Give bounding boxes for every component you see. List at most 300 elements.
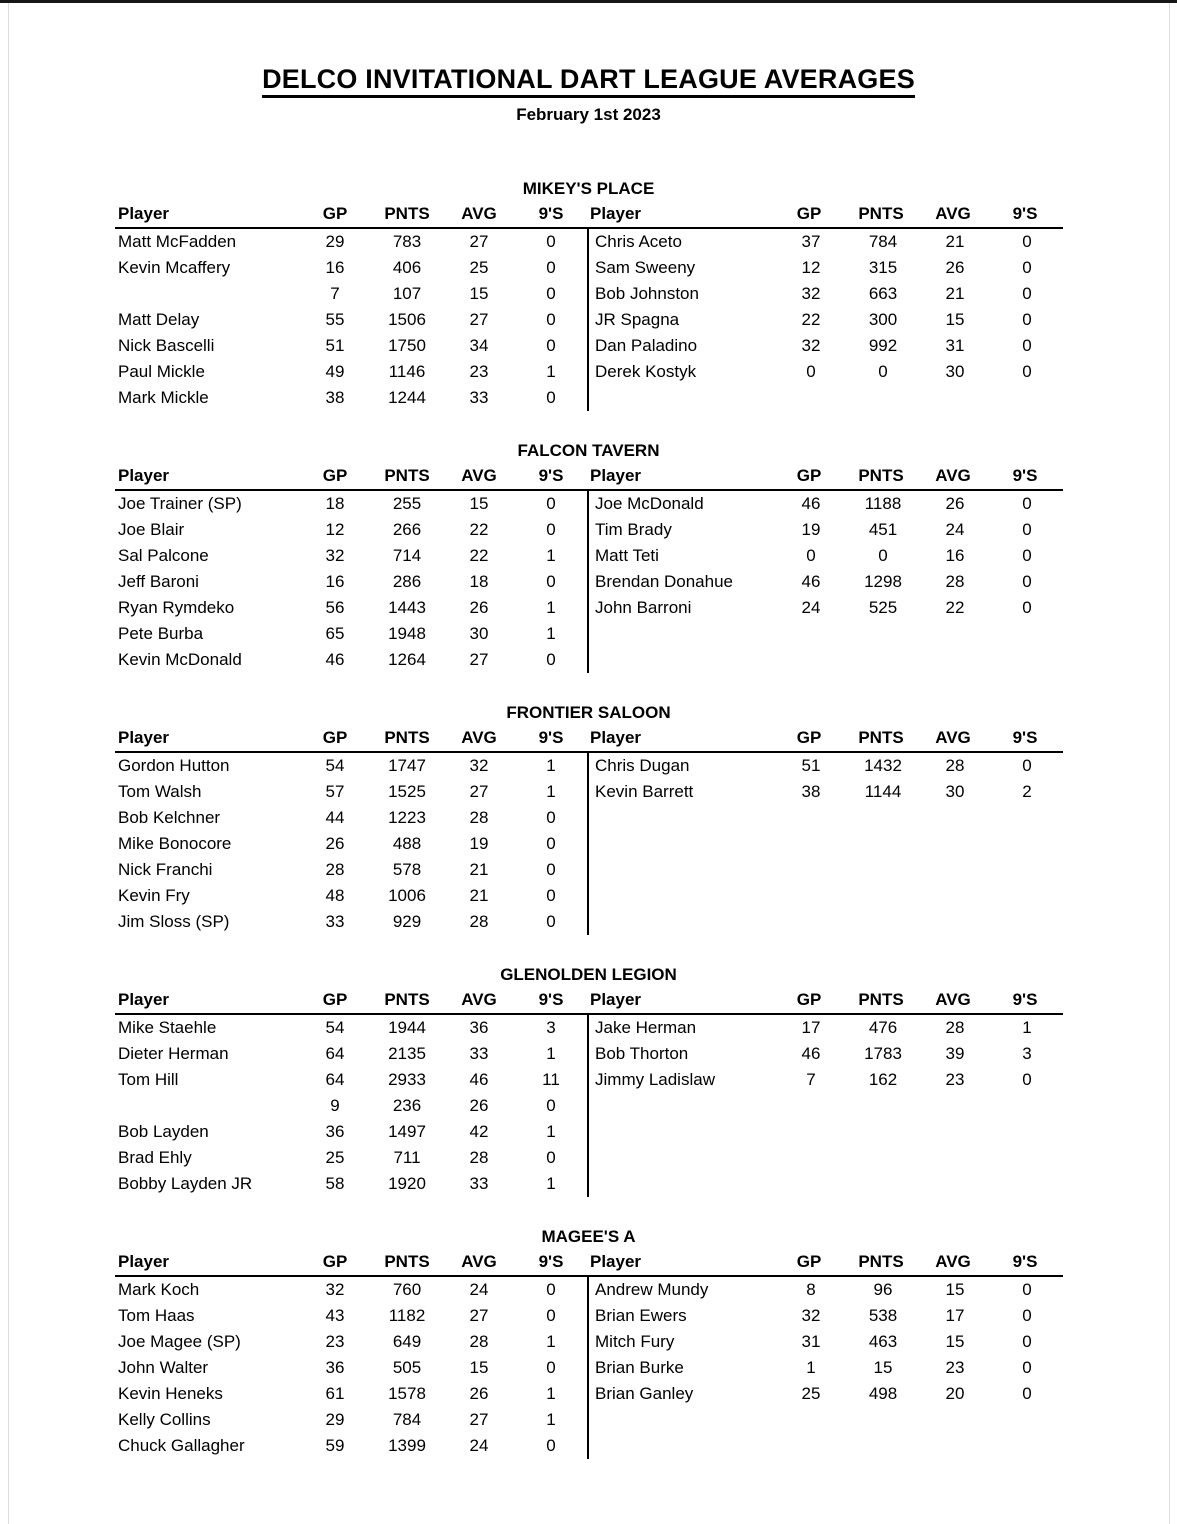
column-header-pnts: PNTS [384,728,430,747]
average-value: 39 [945,1044,965,1063]
average-value: 27 [469,1410,489,1429]
column-header-player: Player [118,990,170,1009]
games-played-value: 54 [325,1018,345,1037]
column-header-player: Player [118,728,170,747]
games-played-value: 49 [325,362,345,381]
average-value: 42 [469,1122,489,1141]
player-name: Tim Brady [595,520,672,539]
player-name: Kevin Mcaffery [118,258,231,277]
points-value: 1506 [388,310,426,329]
nines-value: 1 [546,1384,556,1403]
games-played-value: 64 [325,1070,345,1089]
points-value: 2135 [388,1044,426,1063]
player-row [115,1015,587,1041]
player-name: Andrew Mundy [595,1280,709,1299]
games-played-value: 16 [325,572,345,591]
games-played-value: 28 [325,860,345,879]
player-row [115,1355,587,1381]
points-value: 286 [392,572,422,591]
right-player-rows [587,491,1063,673]
points-value: 1264 [388,650,426,669]
player-row [589,543,1063,569]
section-title: MIKEY'S PLACE [522,179,655,198]
games-played-value: 32 [325,546,345,565]
games-played-value: 23 [325,1332,345,1351]
points-value: 1223 [388,808,426,827]
games-played-value: 65 [325,624,345,643]
games-played-value: 32 [325,1280,345,1299]
column-header-nines: 9'S [1012,466,1038,485]
points-value: 578 [392,860,422,879]
nines-value: 0 [546,284,556,303]
right-header-group [587,1249,1061,1275]
points-value: 463 [868,1332,898,1351]
player-row [589,359,1063,385]
average-value: 24 [469,1280,489,1299]
column-header-gp: GP [322,728,348,747]
column-header-nines: 9'S [1012,728,1038,747]
games-played-value: 18 [325,494,345,513]
column-header-player: Player [590,728,642,747]
average-value: 22 [469,520,489,539]
column-header-avg: AVG [935,728,971,747]
points-value: 525 [868,598,898,617]
games-played-value: 48 [325,886,345,905]
player-row [589,1329,1063,1355]
points-value: 1920 [388,1174,426,1193]
column-header-player: Player [590,1252,642,1271]
games-played-value: 12 [801,258,821,277]
nines-value: 1 [546,782,556,801]
games-played-value: 36 [325,1122,345,1141]
column-header-player: Player [118,1252,170,1271]
page-right-edge [1169,3,1170,1524]
points-value: 1182 [388,1306,426,1325]
player-name: Sal Palcone [118,546,209,565]
games-played-value: 26 [325,834,345,853]
average-value: 26 [469,1096,489,1115]
player-row [115,909,587,935]
average-value: 28 [469,912,489,931]
games-played-value: 25 [325,1148,345,1167]
nines-value: 0 [546,494,556,513]
player-row [115,385,587,411]
average-value: 20 [945,1384,965,1403]
average-value: 33 [469,1174,489,1193]
player-row [589,1303,1063,1329]
team-section [0,179,1177,411]
player-name: Bob Layden [118,1122,209,1141]
team-section [0,965,1177,1197]
table-body [115,491,1063,673]
player-row [115,1145,587,1171]
player-name: Jimmy Ladislaw [595,1070,715,1089]
games-played-value: 0 [806,546,816,565]
average-value: 23 [945,1070,965,1089]
points-value: 488 [392,834,422,853]
column-header-avg: AVG [461,204,497,223]
player-name: Matt McFadden [118,232,237,251]
player-row [589,1355,1063,1381]
average-value: 27 [469,782,489,801]
section-title: FRONTIER SALOON [506,703,671,722]
points-value: 1399 [388,1436,426,1455]
team-section [0,703,1177,935]
player-row [115,805,587,831]
player-name: Mitch Fury [595,1332,675,1351]
points-value: 711 [393,1148,421,1167]
points-value: 663 [868,284,898,303]
average-value: 22 [945,598,965,617]
player-name: Brian Ewers [595,1306,687,1325]
player-row [589,1041,1063,1067]
player-row [589,255,1063,281]
points-value: 300 [868,310,898,329]
points-value: 1006 [388,886,426,905]
points-value: 315 [868,258,898,277]
table-body [115,1277,1063,1459]
player-row [589,307,1063,333]
points-value: 784 [868,232,898,251]
left-header-group [115,201,587,227]
column-header-pnts: PNTS [384,1252,430,1271]
games-played-value: 24 [801,598,821,617]
nines-value: 0 [546,860,556,879]
games-played-value: 46 [801,494,821,513]
player-name: Brad Ehly [118,1148,192,1167]
table-header-row [115,987,1063,1015]
average-value: 33 [469,1044,489,1063]
average-value: 15 [945,310,965,329]
player-name [115,1093,299,1119]
points-value: 162 [868,1070,898,1089]
left-player-rows [115,491,587,673]
player-name: Gordon Hutton [118,756,230,775]
player-row [115,569,587,595]
points-value: 1497 [388,1122,426,1141]
player-name: Nick Franchi [118,860,213,879]
player-name: Matt Delay [118,310,200,329]
nines-value: 0 [1022,546,1032,565]
nines-value: 0 [546,258,556,277]
average-value: 21 [945,284,965,303]
games-played-value: 31 [801,1332,821,1351]
player-name: Brian Ganley [595,1384,694,1403]
player-name: Brendan Donahue [595,572,734,591]
averages-table [115,725,1063,935]
player-name: Kevin Heneks [118,1384,223,1403]
average-value: 15 [469,284,489,303]
average-value: 26 [469,598,489,617]
points-value: 714 [392,546,422,565]
player-name: Paul Mickle [118,362,205,381]
nines-value: 0 [546,1096,556,1115]
column-header-avg: AVG [935,466,971,485]
average-value: 15 [945,1280,965,1299]
player-row [115,1067,587,1093]
section-title: FALCON TAVERN [517,441,660,460]
player-row [115,753,587,779]
player-name: Bob Thorton [595,1044,689,1063]
player-row [115,647,587,673]
games-played-value: 51 [325,336,345,355]
nines-value: 0 [546,388,556,407]
section-title: GLENOLDEN LEGION [500,965,677,984]
games-played-value: 58 [325,1174,345,1193]
nines-value: 0 [1022,362,1032,381]
player-name: Brian Burke [595,1358,684,1377]
player-row [589,517,1063,543]
nines-value: 0 [546,650,556,669]
nines-value: 0 [546,1306,556,1325]
average-value: 23 [469,362,489,381]
player-name: Chris Dugan [595,756,690,775]
points-value: 498 [868,1384,898,1403]
player-row [115,831,587,857]
column-header-pnts: PNTS [858,728,904,747]
nines-value: 1 [546,1044,556,1063]
player-row [115,1381,587,1407]
games-played-value: 29 [325,232,345,251]
points-value: 0 [878,362,888,381]
games-played-value: 46 [801,572,821,591]
games-played-value: 19 [801,520,821,539]
games-played-value: 36 [325,1358,345,1377]
nines-value: 11 [542,1070,560,1089]
points-value: 1783 [864,1044,902,1063]
points-value: 96 [873,1280,893,1299]
player-name: Mark Mickle [118,388,209,407]
points-value: 236 [392,1096,422,1115]
nines-value: 0 [546,912,556,931]
games-played-value: 32 [801,284,821,303]
right-header-group [587,463,1061,489]
right-player-rows [587,1277,1063,1459]
column-header-nines: 9'S [538,204,564,223]
column-header-avg: AVG [935,204,971,223]
nines-value: 1 [546,546,556,565]
player-row [115,517,587,543]
player-row [589,1277,1063,1303]
column-header-gp: GP [322,466,348,485]
player-row [115,1171,587,1197]
player-row [589,333,1063,359]
points-value: 1432 [864,756,902,775]
table-body [115,229,1063,411]
average-value: 21 [469,886,489,905]
player-name: Kevin Fry [118,886,190,905]
player-name: Matt Teti [595,546,659,565]
table-header-row [115,463,1063,491]
average-value: 30 [945,362,965,381]
nines-value: 2 [1022,782,1032,801]
table-header-row [115,201,1063,229]
average-value: 33 [469,388,489,407]
player-row [115,307,587,333]
player-row [589,779,1063,805]
games-played-value: 0 [806,362,816,381]
player-row [115,1093,587,1119]
nines-value: 0 [546,1280,556,1299]
average-value: 28 [945,572,965,591]
column-header-pnts: PNTS [384,204,430,223]
nines-value: 0 [546,310,556,329]
games-played-value: 64 [325,1044,345,1063]
player-name: Kelly Collins [118,1410,211,1429]
average-value: 28 [469,808,489,827]
points-value: 0 [878,546,888,565]
column-header-pnts: PNTS [858,990,904,1009]
player-row [115,359,587,385]
average-value: 32 [469,756,489,775]
nines-value: 0 [546,336,556,355]
average-value: 27 [469,650,489,669]
nines-value: 0 [546,808,556,827]
player-row [115,1329,587,1355]
left-header-group [115,463,587,489]
games-played-value: 22 [801,310,821,329]
player-row [115,333,587,359]
games-played-value: 54 [325,756,345,775]
nines-value: 0 [546,886,556,905]
left-player-rows [115,1277,587,1459]
table-header-row [115,1249,1063,1277]
left-player-rows [115,229,587,411]
average-value: 28 [469,1148,489,1167]
points-value: 451 [868,520,898,539]
page-left-edge [8,3,9,1524]
left-header-group [115,725,587,751]
player-row [115,1119,587,1145]
right-header-group [587,725,1061,751]
column-header-avg: AVG [935,1252,971,1271]
player-row [115,255,587,281]
games-played-value: 46 [325,650,345,669]
averages-table [115,201,1063,411]
average-value: 28 [945,1018,965,1037]
column-header-pnts: PNTS [858,466,904,485]
column-header-gp: GP [322,1252,348,1271]
points-value: 1298 [864,572,902,591]
player-row [115,595,587,621]
games-played-value: 12 [325,520,345,539]
average-value: 27 [469,1306,489,1325]
column-header-pnts: PNTS [858,204,904,223]
team-section [0,1227,1177,1459]
player-name: Dan Paladino [595,336,698,355]
column-header-gp: GP [796,204,822,223]
player-name: JR Spagna [595,310,680,329]
games-played-value: 33 [325,912,345,931]
nines-value: 0 [1022,1306,1032,1325]
average-value: 25 [469,258,489,277]
averages-table [115,1249,1063,1459]
player-row [589,595,1063,621]
points-value: 760 [392,1280,422,1299]
column-header-player: Player [590,990,642,1009]
column-header-pnts: PNTS [858,1252,904,1271]
average-value: 17 [945,1306,965,1325]
nines-value: 0 [546,232,556,251]
nines-value: 0 [1022,572,1032,591]
player-row [589,1067,1063,1093]
team-section [0,441,1177,673]
nines-value: 0 [1022,1332,1032,1351]
points-value: 1578 [388,1384,426,1403]
column-header-gp: GP [796,728,822,747]
games-played-value: 32 [801,1306,821,1325]
player-name: Derek Kostyk [595,362,697,381]
points-value: 1944 [388,1018,426,1037]
points-value: 2933 [388,1070,426,1089]
table-body [115,753,1063,935]
page-title [0,64,1177,95]
player-name: Kevin McDonald [118,650,242,669]
column-header-nines: 9'S [538,728,564,747]
games-played-value: 1 [806,1358,816,1377]
average-value: 21 [469,860,489,879]
average-value: 19 [469,834,489,853]
player-name: John Walter [118,1358,209,1377]
column-header-avg: AVG [461,990,497,1009]
column-header-avg: AVG [461,1252,497,1271]
average-value: 16 [945,546,965,565]
points-value: 1443 [388,598,426,617]
player-name: Jim Sloss (SP) [118,912,230,931]
page-title-text: DELCO INVITATIONAL DART LEAGUE AVERAGES [262,64,915,98]
player-row [589,569,1063,595]
points-value: 538 [868,1306,898,1325]
nines-value: 0 [1022,258,1032,277]
column-header-nines: 9'S [1012,1252,1038,1271]
average-value: 24 [945,520,965,539]
column-header-gp: GP [322,990,348,1009]
points-value: 255 [392,494,422,513]
average-value: 23 [945,1358,965,1377]
column-header-pnts: PNTS [384,466,430,485]
sections-container [0,179,1177,1459]
player-row [115,779,587,805]
games-played-value: 7 [330,284,340,303]
points-value: 1146 [388,362,426,381]
player-name: Bob Johnston [595,284,699,303]
average-value: 34 [469,336,489,355]
nines-value: 0 [546,520,556,539]
player-name: Sam Sweeny [595,258,696,277]
player-name: Mike Staehle [118,1018,217,1037]
player-name: Bobby Layden JR [118,1174,253,1193]
player-name: Kevin Barrett [595,782,694,801]
points-value: 1144 [864,782,902,801]
left-player-rows [115,753,587,935]
points-value: 505 [392,1358,422,1377]
points-value: 992 [868,336,898,355]
points-value: 1750 [388,336,426,355]
player-name [115,281,299,307]
column-header-avg: AVG [461,728,497,747]
nines-value: 0 [1022,284,1032,303]
nines-value: 1 [546,1122,556,1141]
nines-value: 0 [1022,1358,1032,1377]
nines-value: 1 [546,1174,556,1193]
column-header-nines: 9'S [538,466,564,485]
nines-value: 3 [546,1018,556,1037]
average-value: 22 [469,546,489,565]
points-value: 1948 [388,624,426,643]
column-header-gp: GP [322,204,348,223]
section-title: MAGEE'S A [541,1227,636,1246]
player-name: Joe McDonald [595,494,704,513]
